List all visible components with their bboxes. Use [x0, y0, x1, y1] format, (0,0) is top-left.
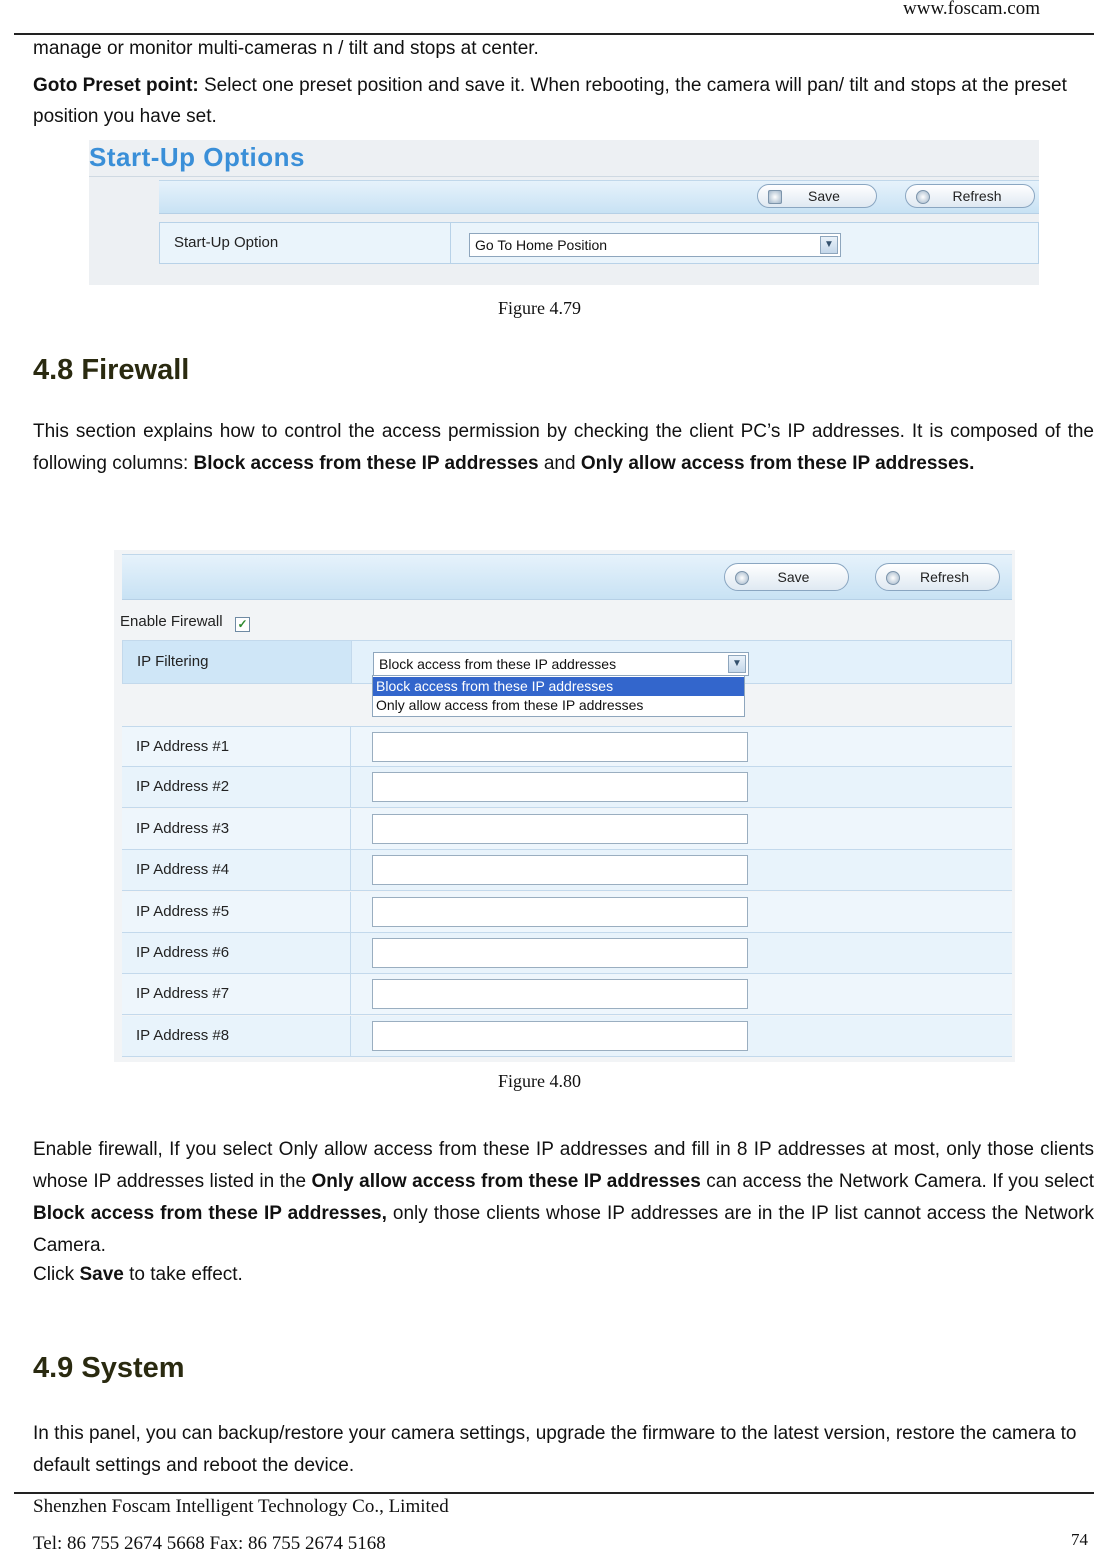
ip-address-row [122, 767, 1012, 808]
ip-address-input[interactable] [372, 897, 748, 927]
explanation-text-1: Enable firewall, If you select Only allow access from these IP addresses and fill in 8 IP addresses at most, only those clients whose IP addresses listed in the [33, 1139, 1094, 1192]
ip-address-label: IP Address #6 [136, 944, 230, 961]
ip-filtering-label: IP Filtering [137, 653, 209, 670]
explanation-text-3: only those clients whose IP addresses are in the IP list cannot access the Network Camera. [33, 1203, 1094, 1256]
save-label: Save [777, 569, 810, 585]
ip-address-row [122, 809, 1012, 850]
firewall-explanation-paragraph [33, 1134, 1094, 1262]
goto-preset-text: Select one preset position and save it. When rebooting, the camera will pan/ tilt and stops at the preset position you have set. [33, 75, 1067, 127]
ip-address-input[interactable] [372, 732, 748, 762]
ip-address-label: IP Address #1 [136, 738, 230, 755]
section-4-9-heading: 4.9 System [33, 1352, 185, 1384]
row-separator [350, 1016, 351, 1056]
row-separator [350, 767, 351, 807]
startup-options-title: Start-Up Options [89, 142, 305, 172]
ip-address-input[interactable] [372, 855, 748, 885]
ip-address-input[interactable] [372, 979, 748, 1009]
firewall-toolbar [122, 554, 1012, 600]
ip-address-label: IP Address #7 [136, 985, 230, 1003]
startup-option-select[interactable] [469, 233, 841, 257]
row-separator [450, 223, 451, 263]
click-save-term: Save [79, 1264, 124, 1285]
ip-address-row [122, 726, 1012, 767]
ip-address-input[interactable] [372, 772, 748, 802]
refresh-button[interactable] [905, 184, 1035, 208]
startup-option-label: Start-Up Option [174, 234, 279, 251]
ip-address-label: IP Address #3 [136, 819, 230, 837]
chevron-down-icon: ▼ [728, 655, 746, 673]
intro-line: manage or monitor multi-cameras n / tilt and stops at center. [33, 38, 539, 59]
system-paragraph [33, 1418, 1094, 1482]
goto-preset-label: Goto Preset point: [33, 75, 199, 96]
startup-option-row [159, 222, 1039, 264]
header-url: www.foscam.com [903, 0, 1041, 19]
refresh-label: Refresh [919, 569, 970, 585]
ip-address-input[interactable] [372, 814, 748, 844]
refresh-icon [886, 571, 900, 585]
enable-firewall-checkbox[interactable]: ✓ [235, 617, 250, 632]
click-save-line [33, 1264, 243, 1286]
refresh-button[interactable] [875, 563, 1000, 591]
system-text: In this panel, you can backup/restore your camera settings, upgrade the firmware to the latest version, restore the camera to default settings and reboot the device. [33, 1423, 1077, 1476]
ip-address-row [122, 933, 1012, 974]
ip-address-label: IP Address #8 [136, 1026, 230, 1044]
ip-address-input[interactable] [372, 938, 748, 968]
ip-filtering-value: Block access from these IP addresses [379, 656, 617, 672]
figure-80-caption: Figure 4.80 [498, 1071, 581, 1091]
save-icon [768, 190, 782, 204]
header-rule [14, 33, 1094, 35]
row-separator [350, 892, 351, 932]
footer-rule [14, 1492, 1094, 1494]
goto-preset-paragraph [33, 70, 1094, 132]
firewall-figure [114, 550, 1015, 1062]
ip-address-row [122, 892, 1012, 933]
ip-filtering-dropdown-list [372, 675, 745, 717]
section-4-8-heading: 4.8 Firewall [33, 354, 190, 386]
save-button[interactable] [724, 563, 849, 591]
ip-address-input[interactable] [372, 1021, 748, 1051]
firewall-allow-term: Only allow access from these IP addresses. [580, 453, 975, 474]
figure-79-caption: Figure 4.79 [498, 298, 581, 318]
row-separator [351, 641, 352, 683]
ip-address-label: IP Address #2 [136, 778, 230, 796]
startup-toolbar [159, 180, 1039, 214]
ip-address-label: IP Address #4 [136, 861, 230, 879]
row-separator [350, 727, 351, 766]
save-icon [735, 571, 749, 585]
click-text: Click [33, 1264, 80, 1285]
row-separator [350, 974, 351, 1014]
refresh-label: Refresh [952, 188, 1002, 204]
firewall-intro-text: This section explains how to control the access permission by checking the client PC’s IP addresses. It is composed of the following columns: [33, 421, 1094, 474]
firewall-and-text: and [538, 453, 581, 474]
ip-filtering-select[interactable] [373, 652, 749, 676]
firewall-intro-paragraph [33, 416, 1094, 480]
startup-options-figure [89, 140, 1039, 285]
firewall-block-term: Block access from these IP addresses [193, 453, 539, 474]
row-separator [350, 809, 351, 849]
explanation-text-2: can access the Network Camera. If you select [700, 1171, 1095, 1192]
chevron-down-icon: ▼ [820, 236, 838, 254]
explanation-allow-term: Only allow access from these IP addresses [311, 1171, 701, 1192]
click-effect-text: to take effect. [123, 1264, 243, 1285]
footer-contact: Tel: 86 755 2674 5668 Fax: 86 755 2674 5168 [33, 1533, 386, 1554]
enable-firewall-label: Enable Firewall [120, 613, 223, 630]
save-label: Save [808, 188, 840, 204]
row-separator [350, 933, 351, 973]
title-underline [89, 176, 1039, 177]
save-button[interactable] [757, 184, 877, 208]
row-separator [350, 850, 351, 890]
page-number: 74 [1071, 1530, 1088, 1549]
refresh-icon [916, 190, 930, 204]
ip-address-row [122, 974, 1012, 1015]
explanation-block-term: Block access from these IP addresses, [33, 1203, 387, 1224]
ip-address-label: IP Address #5 [136, 902, 230, 920]
ip-address-row [122, 850, 1012, 891]
footer-company: Shenzhen Foscam Intelligent Technology Co., Limited [33, 1496, 449, 1517]
ip-address-row [122, 1016, 1012, 1057]
startup-option-value: Go To Home Position [475, 237, 608, 253]
dropdown-option-block[interactable]: Block access from these IP addresses [373, 677, 744, 696]
dropdown-option-allow[interactable]: Only allow access from these IP addresses [376, 697, 644, 713]
